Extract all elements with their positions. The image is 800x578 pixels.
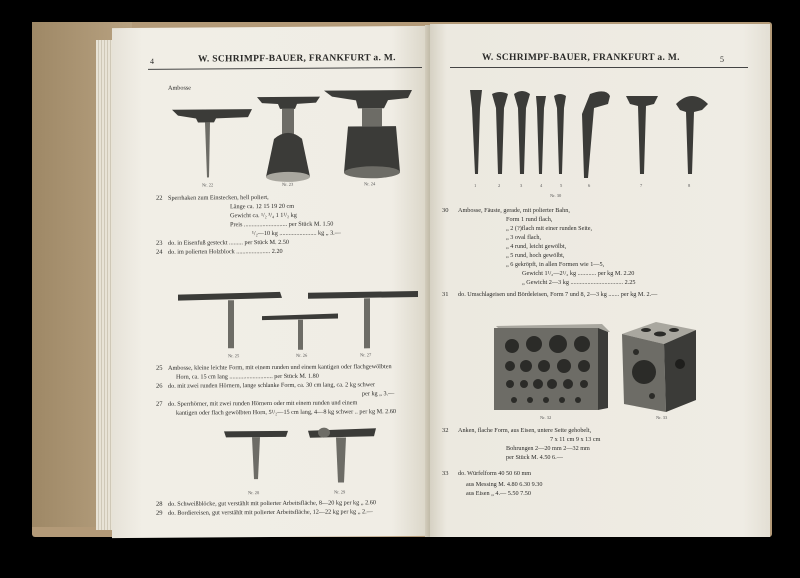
item-text: ¹/₂—10 kg ........................ kg „ 3.—	[252, 229, 341, 238]
item-text: do. in Eisenfuß gesteckt ......... per Stück M. 2.50	[168, 238, 289, 247]
figure-number: 5	[560, 183, 563, 188]
caption: Nr. 22	[202, 182, 214, 188]
item-text: per kg „ 3.—	[362, 390, 395, 398]
horn-anvil-illustrations	[112, 261, 412, 343]
item-number: 22	[156, 194, 163, 202]
item-text: Anken, flache Form, aus Eisen, untere Seite gehobelt,	[458, 427, 592, 434]
item-text: „ 4 rund, leicht gewölbt,	[506, 243, 567, 250]
item-text: Form 1 rund flach,	[506, 216, 553, 223]
stake-illustrations	[430, 24, 760, 154]
caption: Nr. 24	[364, 181, 376, 187]
anvil-illustrations-top	[112, 26, 412, 148]
item-text: „ 5 rund, hoch gewölbt,	[506, 252, 565, 259]
item-text: do. Würfelform 40 50 60 mm	[458, 470, 532, 477]
item-text: Gewicht 1¹/₂—2¹/₂ kg ............ per kg M. 2.20	[522, 270, 635, 277]
item-text: kantigen oder flach gewölbten Horn, 5¹/₂—15 cm lang, 4—8 kg schwer .. per kg M. 2.60	[176, 408, 397, 417]
item-text: do. Umschlageisen und Bördeleisen, Form 7 und 8, 2—3 kg ....... per kg M. 2.—	[458, 291, 658, 298]
item-text: Bohrungen 2—20 mm 2—32 mm	[506, 445, 590, 452]
figure-number: 6	[588, 183, 591, 188]
caption: Nr. 26	[296, 352, 308, 358]
item-number: 24	[156, 248, 163, 256]
item-text: „ 2 (?)flach mit einer runden Seite,	[506, 225, 593, 232]
item-text: do. Bordiereisen, gut verstählt mit polierter Arbeitsfläche, 12—22 kg per kg „ 2.—	[168, 508, 373, 517]
figure-number: 4	[540, 183, 543, 188]
item-text: Länge ca. 12 15 19 20 cm	[230, 202, 295, 211]
item-text: „ 3 oval flach,	[506, 234, 542, 241]
item-text: do. mit zwei runden Hörnern, lange schlanke Form, ca. 30 cm lang, ca. 2 kg schwer	[168, 381, 376, 390]
figure-number: 7	[640, 183, 643, 188]
caption: Nr. 30	[550, 193, 562, 198]
item-text: Ambosse, Fäuste, gerade, mit polierter Bahn,	[458, 207, 570, 214]
left-page	[112, 26, 430, 538]
item-text: „ Gewicht 2—3 kg .................................. 2.25	[522, 279, 636, 286]
figure-number: 2	[498, 183, 501, 188]
page-number: 4	[150, 56, 154, 66]
caption: Nr. 33	[656, 415, 668, 420]
caption: Nr. 27	[360, 352, 372, 358]
item-number: 25	[156, 364, 163, 372]
item-text: „ 6 gekröpft, in allen Formen wie 1—5,	[506, 261, 605, 268]
item-number: 26	[156, 382, 163, 390]
item-number: 27	[156, 400, 163, 408]
item-text: Sperrhaken zum Einstecken, hell poliert,	[168, 194, 269, 202]
caption: Nr. 28	[248, 490, 260, 496]
item-number: 23	[156, 239, 163, 247]
item-number: 28	[156, 500, 163, 508]
caption: Nr. 32	[540, 415, 552, 420]
item-text: Gewicht ca. ¹/₂ ³/₄ 1 1¹/₂ kg	[230, 211, 297, 220]
item-text: 7 x 11 cm 9 x 13 cm	[550, 436, 601, 443]
item-text: Preis ............................ per Stück M. 1.50	[230, 220, 334, 229]
item-text: do. Schweißblöcke, gut verstählt mit polierter Arbeitsfläche, 8—20 kg per kg „ 2.60	[168, 499, 376, 508]
page-header: W. SCHRIMPF-BAUER, FRANKFURT a. M.	[198, 53, 396, 65]
item-number: 31	[442, 291, 449, 298]
item-text: aus Messing M. 4.80 6.30 9.30	[466, 481, 543, 488]
swage-block-illustrations	[430, 304, 760, 414]
figure-number: 8	[688, 183, 691, 188]
item-text: Ambosse, kleine leichte Form, mit einem runden und einem kantigen oder flachgewölbten	[168, 363, 392, 372]
section-title: Ambosse	[168, 84, 192, 92]
item-number: 29	[156, 509, 163, 517]
block-anvil-illustrations	[112, 416, 412, 498]
page-header: W. SCHRIMPF-BAUER, FRANKFURT a. M.	[482, 53, 680, 63]
item-text: aus Eisen „ 4.— 5.50 7.50	[466, 490, 531, 497]
item-number: 32	[442, 427, 449, 434]
caption: Nr. 23	[282, 181, 294, 187]
figure-number: 3	[520, 183, 523, 188]
caption: Nr. 25	[228, 353, 240, 359]
item-number: 33	[442, 470, 449, 477]
item-text: do. Sperrhörner, mit zwei runden Hörnern oder mit einem runden und einem	[168, 399, 358, 408]
figure-number: 1	[474, 183, 477, 188]
item-text: do. im polierten Holzblock ...................... 2.20	[168, 247, 283, 256]
caption: Nr. 29	[334, 489, 346, 495]
item-text: per Stück M. 4.50 6.—	[506, 454, 563, 461]
item-number: 30	[442, 207, 449, 214]
right-page	[430, 24, 770, 537]
item-text: Horn, ca. 15 cm lang ............................ per Stück M. 1.80	[176, 372, 319, 381]
page-number: 5	[720, 55, 724, 64]
